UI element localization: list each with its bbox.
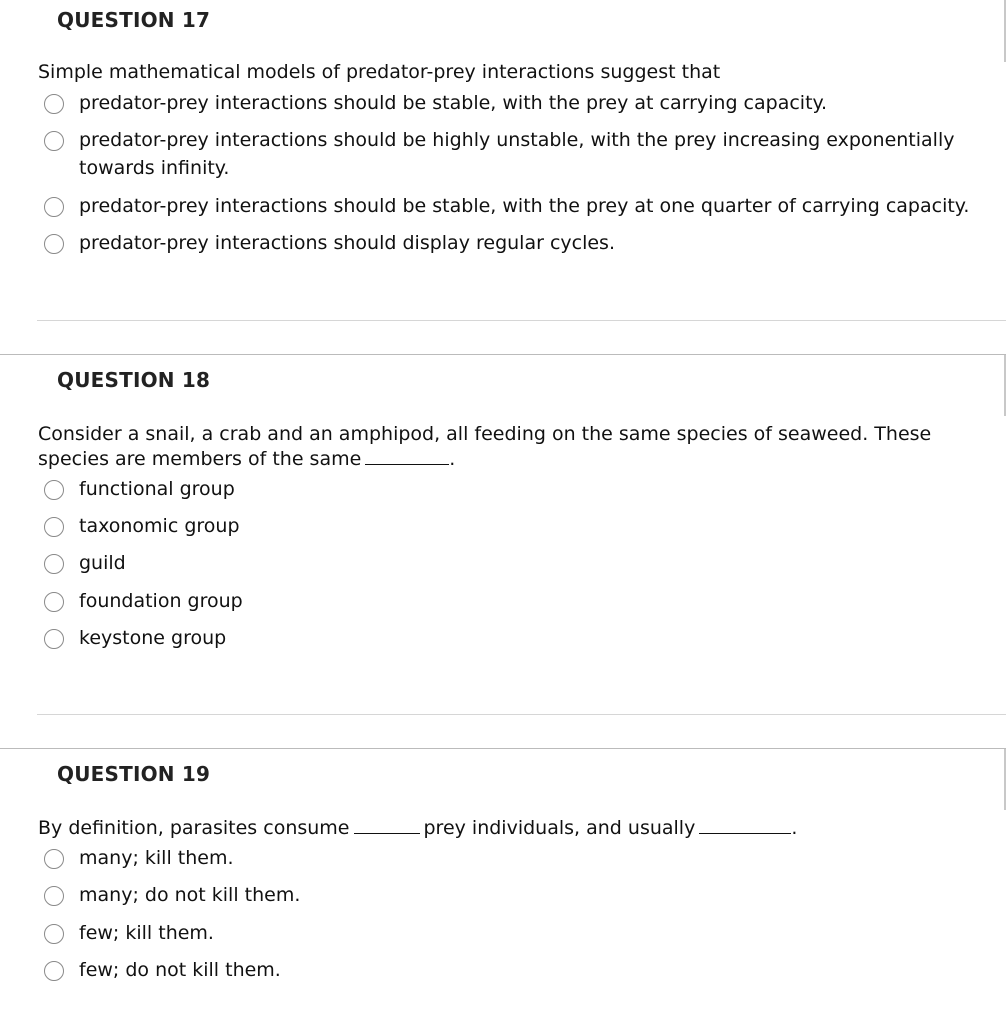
question-17-title: QUESTION 17 [57,8,211,32]
option-label: functional group [79,478,235,500]
option-label: few; kill them. [79,922,214,944]
option-label: taxonomic group [79,515,240,537]
option-label: few; do not kill them. [79,959,281,981]
question-18-text-line2: species are members of the same [38,448,362,470]
question-18-text-line1: Consider a snail, a crab and an amphipod, all feeding on the same species of seaweed. These [38,423,932,445]
question-19-text [38,816,797,841]
answer-blank [365,463,449,465]
radio-button[interactable] [44,197,64,217]
radio-button[interactable] [44,517,64,537]
option-label: predator-prey interactions should be stable, with the prey at carrying capacity. [79,92,828,114]
radio-button[interactable] [44,592,64,612]
question-top-border [0,748,1006,749]
radio-button[interactable] [44,94,64,114]
radio-button[interactable] [44,554,64,574]
radio-button[interactable] [44,849,64,869]
radio-button[interactable] [44,234,64,254]
option-label: guild [79,552,126,574]
question-19-title: QUESTION 19 [57,762,211,786]
question-18-text-end: . [449,448,456,470]
radio-button[interactable] [44,131,64,151]
radio-button[interactable] [44,886,64,906]
question-divider [37,320,1006,321]
question-top-border [0,354,1006,355]
question-divider [37,714,1006,715]
option-label: many; do not kill them. [79,884,301,906]
radio-button[interactable] [44,480,64,500]
option-label: many; kill them. [79,847,234,869]
question-17-text: Simple mathematical models of predator-prey interactions suggest that [38,61,721,83]
radio-button[interactable] [44,924,64,944]
answer-blank [354,832,420,834]
answer-blank [699,832,791,834]
question-19-text-part1: By definition, parasites consume [38,817,350,839]
question-18-text [38,422,931,472]
option-label: foundation group [79,590,243,612]
option-label: predator-prey interactions should be stable, with the prey at one quarter of carrying capacity. [79,195,970,217]
question-19-text-part2: prey individuals, and usually [423,817,696,839]
radio-button[interactable] [44,629,64,649]
option-label: keystone group [79,627,227,649]
question-18-title: QUESTION 18 [57,368,211,392]
option-label: predator-prey interactions should be highly unstable, with the prey increasing exponentially towards infinity. [79,129,955,179]
option-label: predator-prey interactions should display regular cycles. [79,232,615,254]
question-19-text-end: . [791,817,798,839]
radio-button[interactable] [44,961,64,981]
